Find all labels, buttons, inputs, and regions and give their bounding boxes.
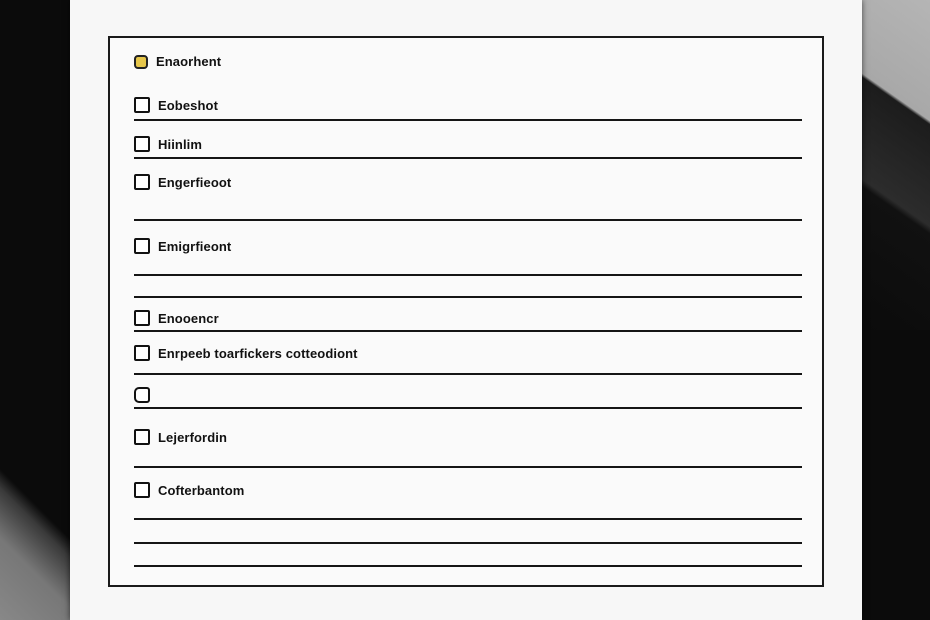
checklist-item-label: Emigrfieont [158, 238, 232, 254]
writing-line [134, 296, 802, 298]
checkbox[interactable] [134, 136, 150, 152]
writing-line [134, 157, 802, 159]
checklist-item[interactable] [134, 54, 221, 69]
checklist-item[interactable] [134, 136, 202, 152]
checklist-item-label: Enrpeeb toarfickers cotteodiont [158, 345, 358, 361]
writing-line [134, 407, 802, 409]
checklist-item[interactable] [134, 97, 218, 113]
writing-line [134, 330, 802, 332]
writing-line [134, 119, 802, 121]
checklist-item-label: Engerfieoot [158, 174, 232, 190]
checklist-item-label: Eobeshot [158, 97, 219, 113]
checklist-item[interactable] [134, 310, 219, 326]
writing-line [134, 219, 802, 221]
checklist-item-label: Enaorhent [156, 54, 222, 69]
checklist-item[interactable] [134, 345, 358, 361]
checklist-item[interactable] [134, 238, 231, 254]
checklist-item-label: Lejerfordin [158, 429, 227, 445]
checklist-item-label: Cofterbantom [158, 482, 245, 498]
checklist-item[interactable] [134, 387, 158, 403]
paper-sheet [70, 0, 862, 620]
checkbox[interactable] [134, 310, 150, 326]
checkbox[interactable] [134, 97, 150, 113]
checkbox[interactable] [134, 345, 150, 361]
checklist-item[interactable] [134, 482, 244, 498]
checkbox-checked[interactable] [134, 55, 148, 69]
checkbox[interactable] [134, 387, 150, 403]
background-shape-left [0, 420, 75, 620]
writing-line [134, 518, 802, 520]
checklist-panel [108, 36, 824, 587]
writing-line [134, 274, 802, 276]
checkbox[interactable] [134, 174, 150, 190]
checklist-item[interactable] [134, 174, 231, 190]
writing-line [134, 466, 802, 468]
checkbox[interactable] [134, 238, 150, 254]
writing-line [134, 565, 802, 567]
writing-line [134, 373, 802, 375]
checkbox[interactable] [134, 482, 150, 498]
checkbox[interactable] [134, 429, 150, 445]
checklist-item-label: Hiinlim [158, 136, 203, 152]
checklist-item-label: Enooencr [158, 310, 219, 326]
writing-line [134, 542, 802, 544]
background-shape-right [862, 0, 930, 330]
checklist-item[interactable] [134, 429, 227, 445]
